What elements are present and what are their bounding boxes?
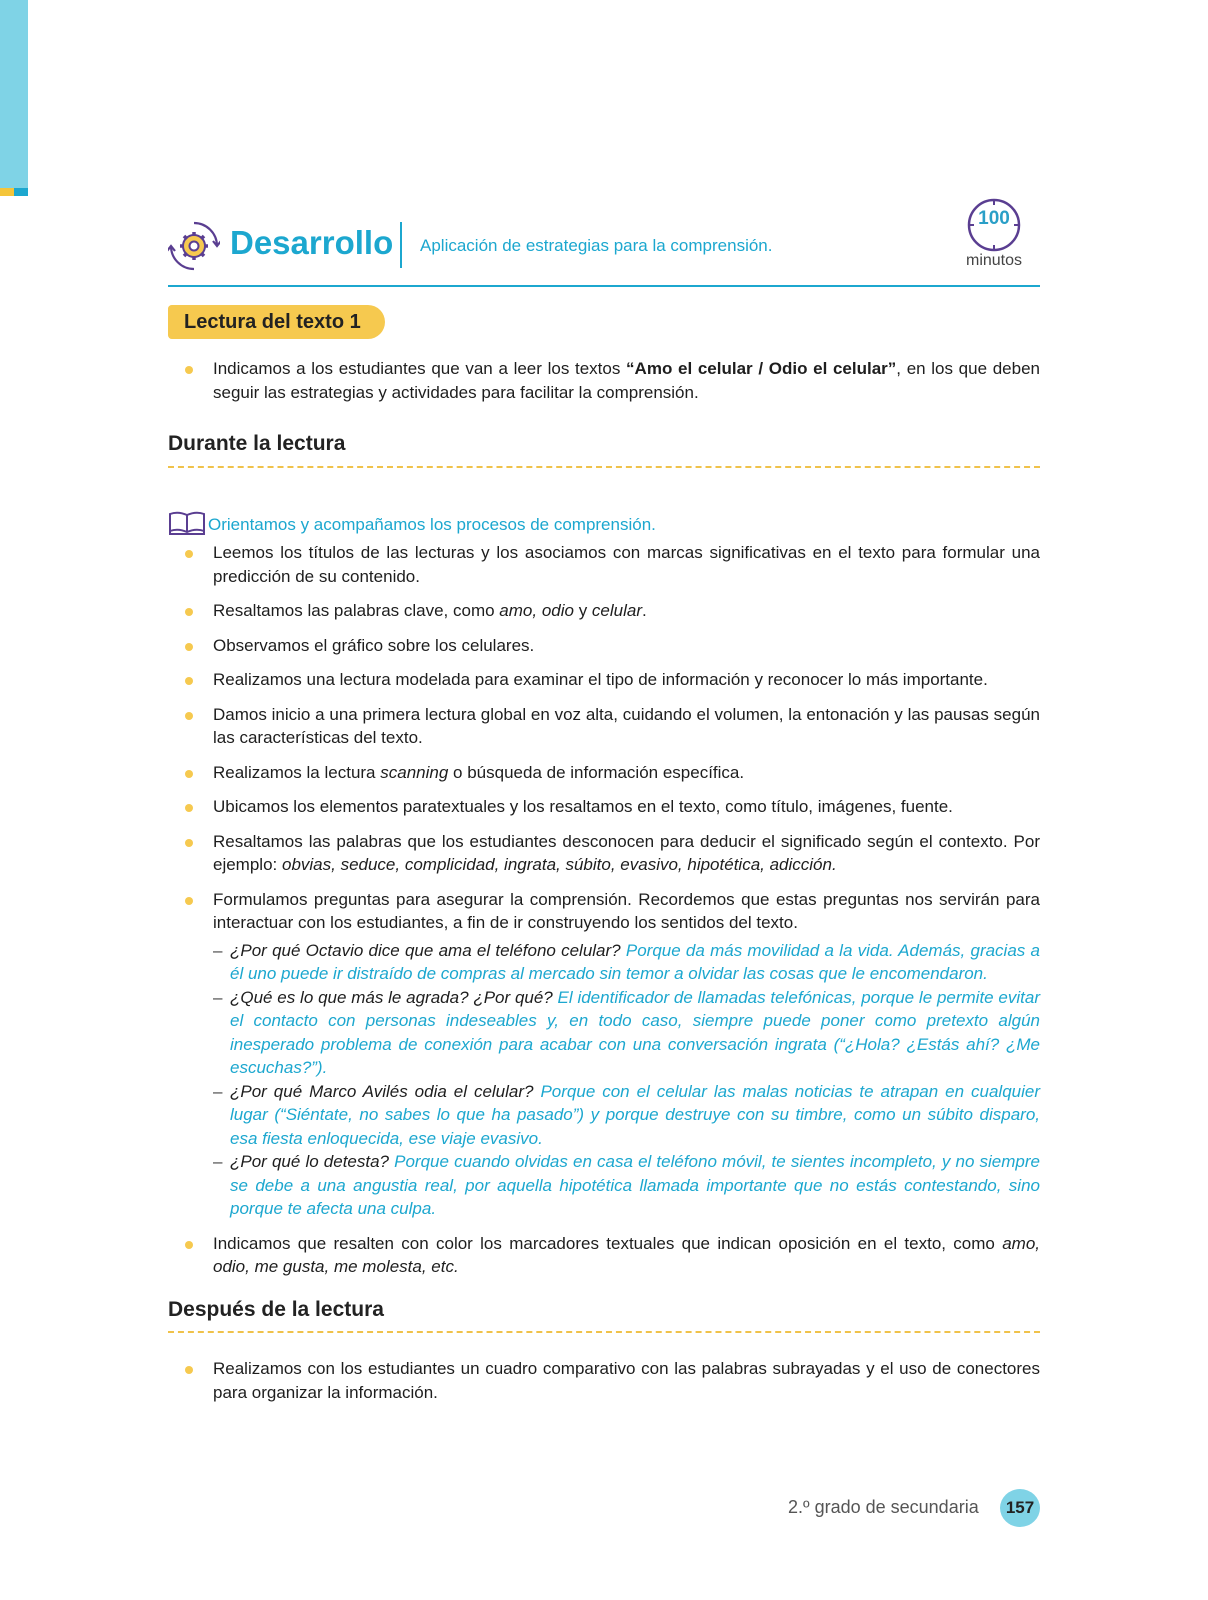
answer-text: Porque con el celular las malas noticias te atrapan en cualquier lugar (“Siéntate, no sabes lo que ha pasado”) y porque destruye con su timbre, como un súbito disparo, esa fiesta enloquecida, ese viaje evasivo.: [230, 1081, 1040, 1148]
reading-label-pill: Lectura del texto 1: [168, 305, 385, 339]
question-item: – ¿Qué es lo que más le agrada? ¿Por qué? El identificador de llamadas telefónicas, porque le permite evitar el contacto con personas indeseables y, en todo caso, siempre puede poner como pretexto algún inesperado problema de conexión para acabar con una conversación ingrata (“¿Hola? ¿Estás ahí? ¿Me escuchas?”).: [213, 986, 1040, 1080]
answer-text: El identificador de llamadas telefónicas, porque le permite evitar el contacto con personas indeseables y, en todo caso, siempre puede poner como pretexto algún inesperado problema de conexión para acabar con una conversación ingrata (“¿Hola? ¿Estás ahí? ¿Me escuchas?”).: [230, 987, 1040, 1077]
header-rule: [168, 285, 1040, 287]
list-item: Indicamos a los estudiantes que van a leer los textos “Amo el celular / Odio el celular”, en los que deben seguir las estrategias y actividades para facilitar la comprensión.: [168, 357, 1040, 404]
list-item: Formulamos preguntas para asegurar la comprensión. Recordemos que estas preguntas nos servirán para interactuar con los estudiantes, a fin de ir construyendo los sentidos del texto. – ¿Por qué Octavio dice que ama el teléfono celular? Porque da más movilidad a la vida. Además, gracias a él uno puede ir distraído de compras al mercado sin temor a olvidar las cosas que le encomendaron. – ¿Qué es lo que más le agrada? ¿Por qué? El identificador de llamadas telefónicas, porque le permite evitar el contacto con personas indeseables y, en todo caso, siempre puede poner como pretexto algún inesperado problema de conexión para acabar con una conversación ingrata (“¿Hola? ¿Estás ahí? ¿Me escuchas?”). – ¿Por qué Marco Avilés odia el celular? Porque con el celular las malas noticias te atrapan en cualquier lugar (“Siéntate, no sabes lo que ha pasado”) y porque destruye con su timbre, como un súbito disparo, esa fiesta enloquecida, ese viaje evasivo. – ¿Por qué lo detesta? Porque cuando olvidas en casa el teléfono móvil, te sientes incompleto, y no siempre se debe a una angustia real, por aquella hipotética llamada importante que no estás contestando, sino porque te afecta una culpa.: [168, 888, 1040, 1221]
side-color-strip: [0, 0, 28, 188]
question-list: [213, 939, 1040, 1221]
list-item: Realizamos la lectura scanning o búsqueda de información específica.: [168, 761, 1040, 785]
after-reading-list: [168, 1357, 1040, 1415]
question-item: – ¿Por qué Marco Avilés odia el celular? Porque con el celular las malas noticias te atrapan en cualquier lugar (“Siéntate, no sabes lo que ha pasado”) y porque destruye con su timbre, como un súbito disparo, esa fiesta enloquecida, ese viaje evasivo.: [213, 1080, 1040, 1151]
open-book-icon: [168, 511, 206, 535]
timer-minutes: 100: [978, 208, 1010, 229]
guide-text: Orientamos y acompañamos los procesos de comprensión.: [208, 515, 656, 534]
question-item: – ¿Por qué Octavio dice que ama el teléfono celular? Porque da más movilidad a la vida. Además, gracias a él uno puede ir distraído de compras al mercado sin temor a olvidar las cosas que le encomendaron.: [213, 939, 1040, 986]
timer-badge: [958, 194, 1030, 284]
after-reading-heading: Después de la lectura: [168, 1298, 384, 1321]
answer-text: Porque cuando olvidas en casa el teléfono móvil, te sientes incompleto, y no siempre se debe a una angustia real, por aquella hipotética llamada importante que no estás contestando, sino porque te afecta una culpa.: [230, 1152, 1040, 1218]
list-item: Damos inicio a una primera lectura global en voz alta, cuidando el volumen, la entonación y las pausas según las características del texto.: [168, 703, 1040, 750]
timer-label: minutos: [965, 252, 1023, 269]
header-divider: [400, 222, 402, 268]
page-number: 157: [1000, 1489, 1040, 1527]
question-item: – ¿Por qué lo detesta? Porque cuando olvidas en casa el teléfono móvil, te sientes incompleto, y no siempre se debe a una angustia real, por aquella hipotética llamada importante que no estás contestando, sino porque te afecta una culpa.: [213, 1150, 1040, 1221]
answer-text: Porque da más movilidad a la vida. Además, gracias a él uno puede ir distraído de compras al mercado sin temor a olvidar las cosas que le encomendaron.: [230, 940, 1040, 983]
list-item: Observamos el gráfico sobre los celulares.: [168, 634, 1040, 658]
list-item: Realizamos con los estudiantes un cuadro comparativo con las palabras subrayadas y el uso de conectores para organizar la información.: [168, 1357, 1040, 1404]
side-strip-accent: [0, 188, 28, 196]
list-item: Resaltamos las palabras que los estudiantes desconocen para deducir el significado según el contexto. Por ejemplo: obvias, seduce, complicidad, ingrata, súbito, evasivo, hipotética, adicción.: [168, 830, 1040, 877]
dashed-divider: [168, 466, 1040, 468]
grade-label: 2.º grado de secundaria: [788, 1497, 979, 1517]
texts-title: “Amo el celular / Odio el celular”: [626, 359, 897, 378]
list-item: Ubicamos los elementos paratextuales y los resaltamos en el texto, como título, imágenes, fuente.: [168, 795, 1040, 819]
section-title: Desarrollo: [230, 224, 394, 261]
gear-refresh-icon: [168, 220, 220, 272]
list-item: Leemos los títulos de las lecturas y los asociamos con marcas significativas en el texto para formular una predicción de su contenido.: [168, 541, 1040, 588]
list-item: Realizamos una lectura modelada para examinar el tipo de información y reconocer lo más importante.: [168, 668, 1040, 692]
section-subtitle: Aplicación de estrategias para la comprensión.: [420, 236, 773, 255]
section-header: [168, 208, 1040, 290]
during-reading-list: [168, 541, 1040, 1290]
intro-block: [168, 357, 1040, 415]
list-item: Indicamos que resalten con color los marcadores textuales que indican oposición en el texto, como amo, odio, me gusta, me molesta, etc.: [168, 1232, 1040, 1279]
list-item: Resaltamos las palabras clave, como amo, odio y celular.: [168, 599, 1040, 623]
dashed-divider: [168, 1331, 1040, 1333]
during-reading-heading: Durante la lectura: [168, 432, 346, 455]
